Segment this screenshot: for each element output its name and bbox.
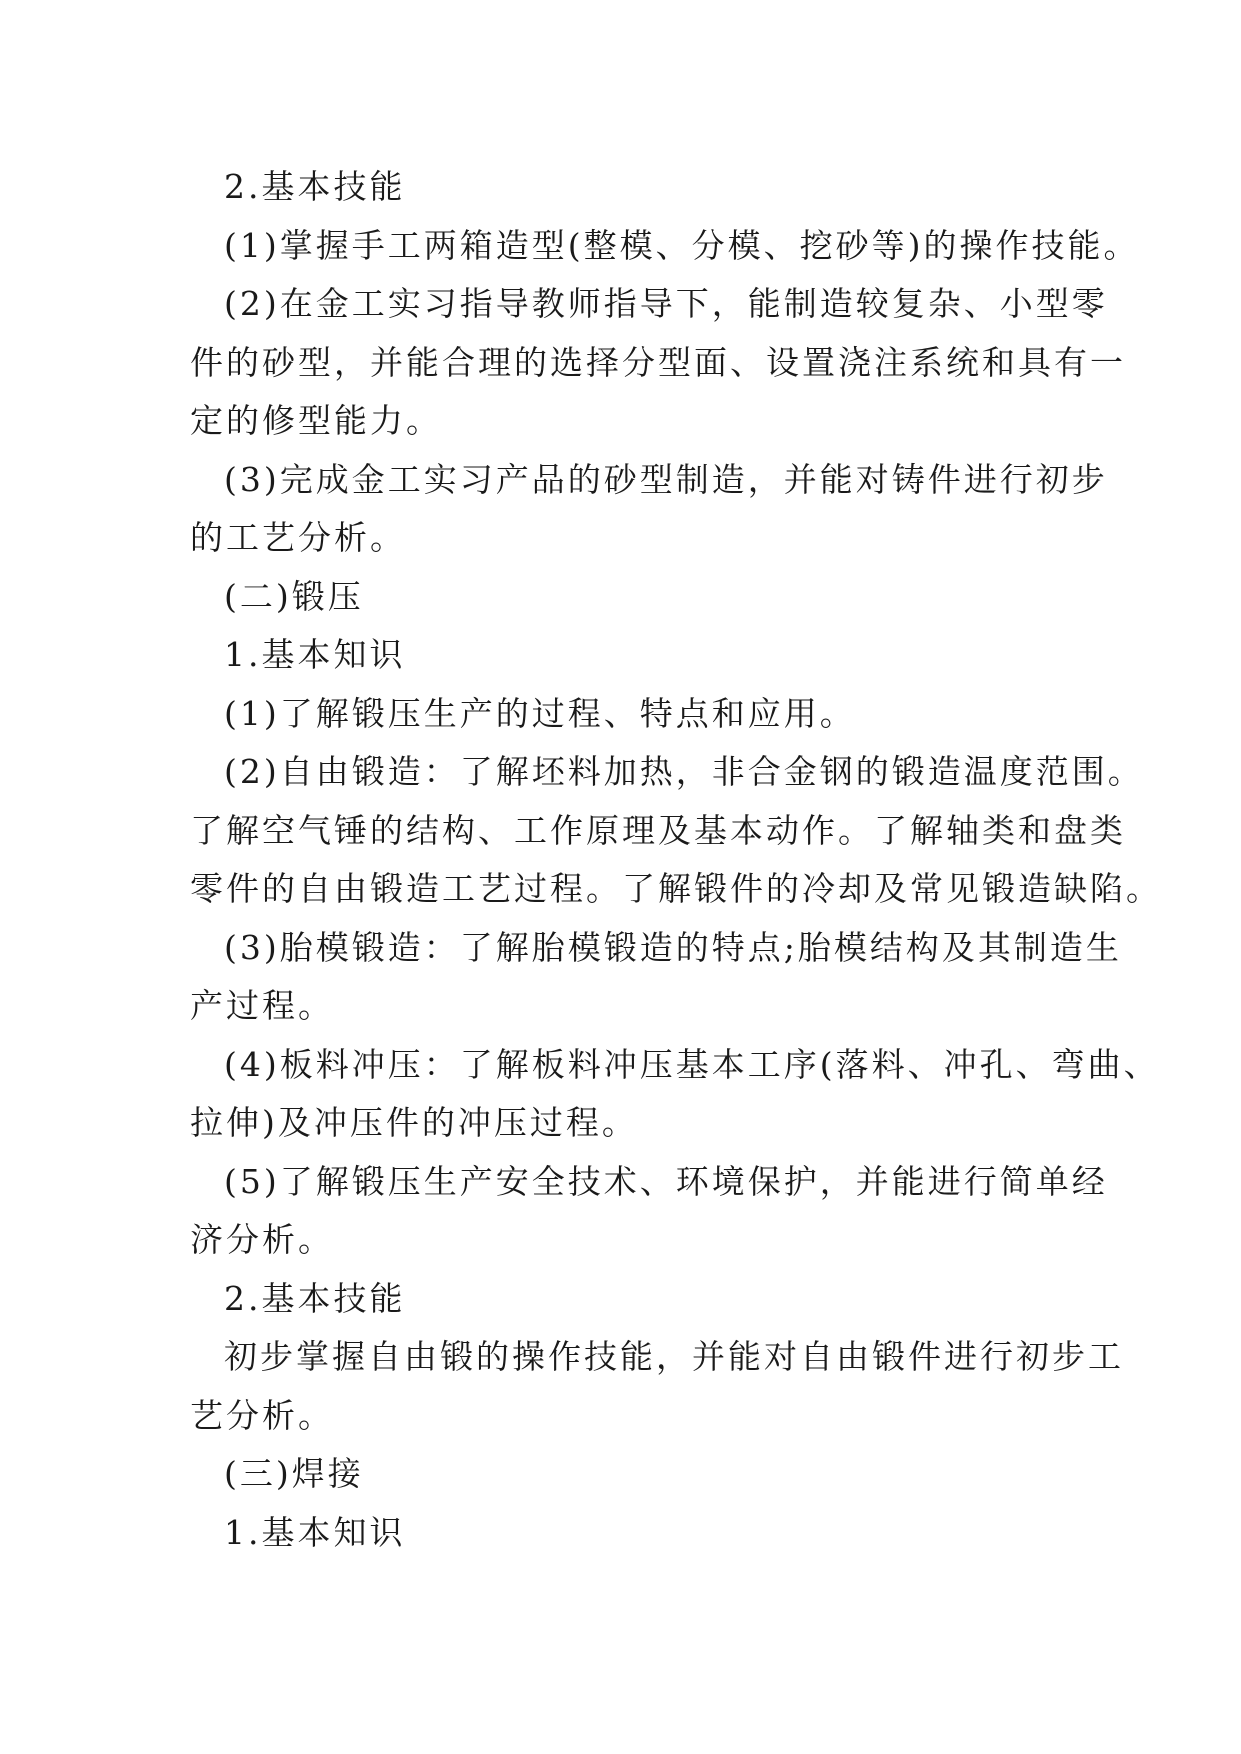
text-line: (二)锻压 bbox=[224, 576, 364, 616]
text-line: (2)自由锻造：了解坯料加热，非合金钢的锻造温度范围。 bbox=[224, 752, 1144, 791]
text-line: 产过程。 bbox=[190, 986, 334, 1025]
text-line: 拉伸)及冲压件的冲压过程。 bbox=[190, 1103, 638, 1142]
text-line: 济分析。 bbox=[190, 1220, 334, 1259]
text-line: 零件的自由锻造工艺过程。了解锻件的冷却及常见锻造缺陷。 bbox=[190, 869, 1162, 908]
text-line: 的工艺分析。 bbox=[190, 518, 406, 557]
text-line: 了解空气锤的结构、工作原理及基本动作。了解轴类和盘类 bbox=[190, 810, 1126, 850]
text-line: (1)掌握手工两箱造型(整模、分模、挖砂等)的操作技能。 bbox=[224, 225, 1140, 265]
text-line: (5)了解锻压生产安全技术、环境保护，并能进行简单经 bbox=[224, 1161, 1108, 1201]
document-body bbox=[190, 158, 1162, 1562]
text-line: 2.基本技能 bbox=[224, 167, 406, 206]
text-line: (3)胎模锻造：了解胎模锻造的特点;胎模结构及其制造生 bbox=[224, 927, 1122, 967]
text-line: 2.基本技能 bbox=[224, 1278, 406, 1318]
text-line: (2)在金工实习指导教师指导下，能制造较复杂、小型零 bbox=[224, 284, 1108, 323]
text-line: 件的砂型，并能合理的选择分型面、设置浇注系统和具有一 bbox=[190, 342, 1126, 382]
text-line: 1.基本知识 bbox=[224, 1512, 406, 1552]
text-line: 初步掌握自由锻的操作技能，并能对自由锻件进行初步工 bbox=[224, 1337, 1124, 1376]
text-line: 1.基本知识 bbox=[224, 635, 406, 674]
text-line: (3)完成金工实习产品的砂型制造，并能对铸件进行初步 bbox=[224, 459, 1108, 499]
text-line: 艺分析。 bbox=[190, 1395, 334, 1435]
text-line: (1)了解锻压生产的过程、特点和应用。 bbox=[224, 693, 856, 733]
text-line: 定的修型能力。 bbox=[190, 401, 442, 440]
text-line: (4)板料冲压：了解板料冲压基本工序(落料、冲孔、弯曲、 bbox=[224, 1044, 1160, 1084]
text-line: (三)焊接 bbox=[224, 1454, 364, 1493]
